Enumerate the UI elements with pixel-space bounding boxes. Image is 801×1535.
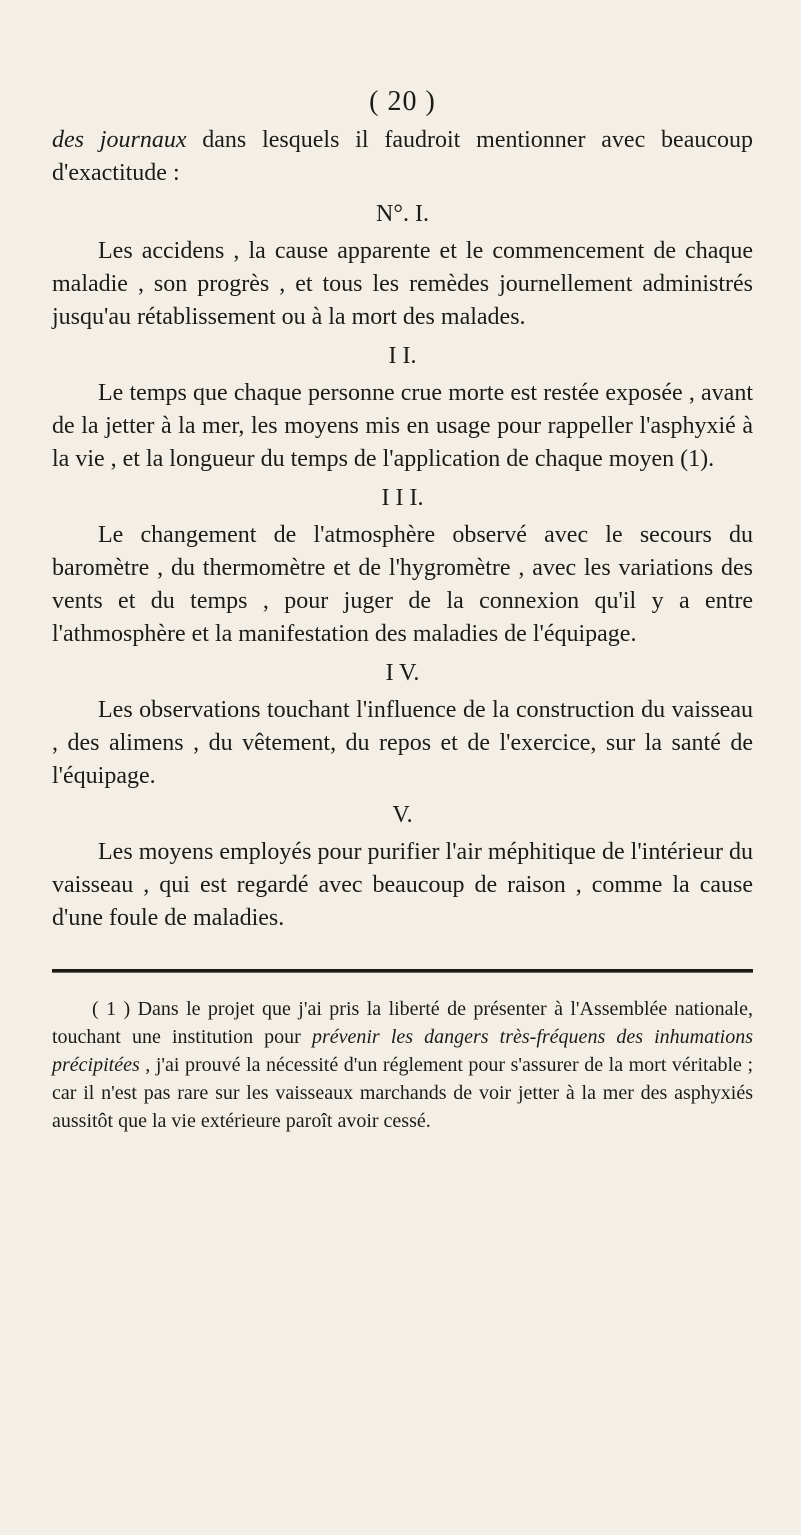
footnote-divider bbox=[52, 969, 753, 973]
section-text-1: Les accidens , la cause apparente et le commencement de chaque maladie , son progrès , et tous les remèdes journellement administrés jusqu'au rétablissement ou à la mort des malades. bbox=[52, 238, 753, 330]
footnote-text-2: , j'ai prouvé la nécessité d'un réglement pour s'assurer de la mort véritable ; car il n'est pas rare sur les vaisseaux marchands de voir jetter à la mer des asphyxiés aussitôt que la vie extérieure paroît avoir cessé. bbox=[52, 1054, 753, 1132]
footnote bbox=[52, 995, 753, 1135]
section-text-4: Les observations touchant l'influence de la construction du vaisseau , des alimens , du vêtement, du repos et de l'exercice, sur la santé de l'équipage. bbox=[52, 697, 753, 789]
section-number-2: I I. bbox=[388, 343, 417, 369]
section-number-4: I V. bbox=[385, 660, 420, 686]
section-text-3: Le changement de l'atmosphère observé avec le secours du baromètre , du thermomètre et de l'hygromètre , avec les variations des vents et du temps , pour juger de la connexion qu'il y a entre l'athmosphère et la manifestation des maladies de l'équipage. bbox=[52, 522, 753, 647]
footnote-italic: prévenir les dangers très-fréquens des inhumations précipitées bbox=[52, 1026, 753, 1076]
section-number-5: V. bbox=[392, 802, 413, 828]
section-number-3: I I I. bbox=[381, 485, 424, 511]
page-number: ( 20 ) bbox=[369, 86, 436, 117]
footnote-paragraph bbox=[52, 995, 753, 1135]
intro-paragraph bbox=[52, 124, 753, 190]
section-text-2: Le temps que chaque personne crue morte est restée exposée , avant de la jetter à la mer, les moyens mis en usage pour rappeller l'asphyxié à la vie , et la longueur du temps de l'application de chaque moyen (1). bbox=[52, 380, 753, 472]
intro-text: dans lesquels il faudroit mentionner avec beaucoup d'exactitude : bbox=[52, 127, 753, 186]
footnote-text-1: ( 1 ) Dans le projet que j'ai pris la liberté de présenter à l'Assemblée nationale, touchant une institution pour bbox=[52, 998, 753, 1048]
intro-italic: des journaux bbox=[52, 127, 187, 153]
section-number-1: N°. I. bbox=[376, 201, 429, 227]
section-text-5: Les moyens employés pour purifier l'air méphitique de l'intérieur du vaisseau , qui est regardé avec beaucoup de raison , comme la cause d'une foule de maladies. bbox=[52, 839, 753, 931]
